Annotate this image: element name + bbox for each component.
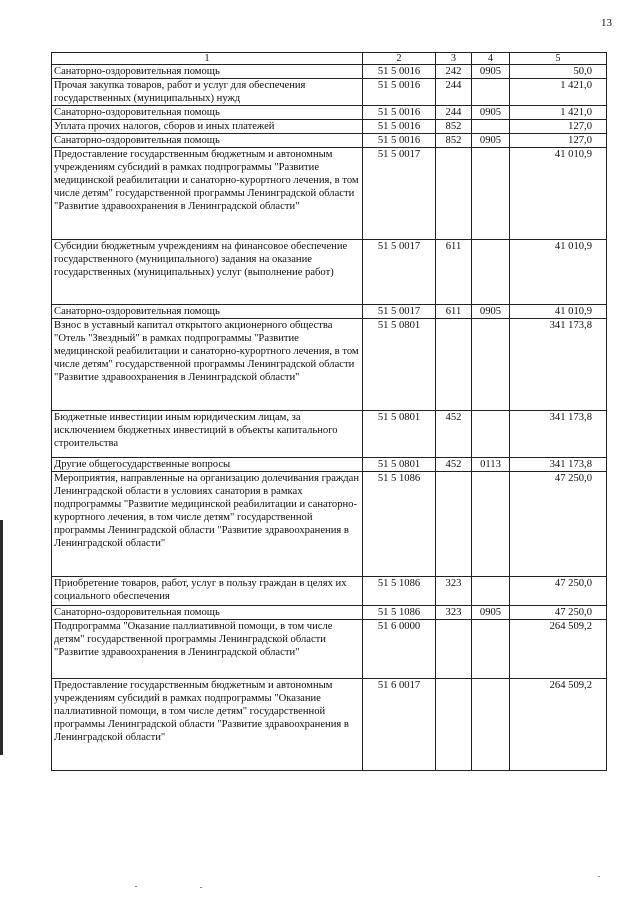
row-vr [436,679,472,771]
row-name: Приобретение товаров, работ, услуг в пользу граждан в целях их социального обеспечения [52,577,363,606]
row-name: Санаторно-оздоровительная помощь [52,606,363,620]
row-section: 0905 [472,65,510,79]
row-section: 0905 [472,305,510,319]
page-number: 13 [601,17,612,29]
row-code: 51 5 0016 [363,134,436,148]
row-vr [436,620,472,679]
row-vr: 452 [436,411,472,458]
row-code: 51 5 0016 [363,65,436,79]
row-code: 51 5 0017 [363,240,436,305]
row-vr: 323 [436,577,472,606]
row-amount: 1 421,0 [510,79,607,106]
budget-table [51,52,607,771]
row-section [472,120,510,134]
row-amount: 47 250,0 [510,577,607,606]
row-name: Санаторно-оздоровительная помощь [52,305,363,319]
row-section [472,79,510,106]
row-code: 51 5 0801 [363,319,436,411]
column-header: 2 [363,53,436,65]
table-row [52,134,607,148]
row-vr [436,148,472,240]
row-vr: 244 [436,79,472,106]
table-row [52,577,607,606]
row-vr [436,472,472,577]
row-name: Санаторно-оздоровительная помощь [52,134,363,148]
table-row [52,411,607,458]
row-vr: 323 [436,606,472,620]
row-code: 51 5 1086 [363,472,436,577]
row-amount: 341 173,8 [510,458,607,472]
table-row [52,240,607,305]
row-code: 51 6 0017 [363,679,436,771]
row-section [472,411,510,458]
table-row [52,319,607,411]
table-row [52,679,607,771]
row-code: 51 5 0016 [363,106,436,120]
row-vr: 244 [436,106,472,120]
row-code: 51 5 0016 [363,120,436,134]
row-code: 51 5 0801 [363,411,436,458]
row-section: 0113 [472,458,510,472]
row-amount: 127,0 [510,134,607,148]
row-amount: 264 509,2 [510,679,607,771]
scan-edge-mark [0,520,3,755]
table-header-row [52,53,607,65]
row-vr: 242 [436,65,472,79]
row-section: 0905 [472,134,510,148]
row-vr: 611 [436,305,472,319]
row-section [472,679,510,771]
row-section [472,148,510,240]
row-amount: 1 421,0 [510,106,607,120]
column-header: 5 [510,53,607,65]
row-vr: 611 [436,240,472,305]
row-name: Субсидии бюджетным учреждениям на финансовое обеспечение государственного (муниципального) задания на оказание государственных (муниципальных) услуг (выполнение работ) [52,240,363,305]
row-code: 51 5 0017 [363,148,436,240]
table-row [52,65,607,79]
row-code: 51 5 0016 [363,79,436,106]
table-row [52,472,607,577]
row-name: Взнос в уставный капитал открытого акционерного общества "Отель "Звездный" в рамках подпрограммы "Развитие медицинской реабилитации и санаторно-курортного лечения, в том числе детям" государственной программы Ленинградской области "Развитие здравоохранения в Ленинградской области" [52,319,363,411]
table-row [52,620,607,679]
row-name: Подпрограмма "Оказание паллиативной помощи, в том числе детям" государственной программы Ленинградской области "Развитие здравоохранения в Ленинградской области" [52,620,363,679]
row-amount: 41 010,9 [510,148,607,240]
row-code: 51 5 1086 [363,606,436,620]
row-amount: 127,0 [510,120,607,134]
row-vr [436,319,472,411]
row-code: 51 5 0801 [363,458,436,472]
row-name: Предоставление государственным бюджетным и автономным учреждениям субсидий в рамках подпрограммы "Оказание паллиативной помощи, в том числе детям" государственной программы Ленинградской области "Развитие здравоохранения в Ленинградской области" [52,679,363,771]
row-amount: 41 010,9 [510,240,607,305]
scan-speck [135,886,137,887]
row-name: Мероприятия, направленные на организацию долечивания граждан Ленинградской области в условиях санатория в рамках подпрограммы "Развитие медицинской реабилитации и санаторно-курортного лечения, в том числе детям" государственной программы Ленинградской области "Развитие здравоохранения в Ленинградской области" [52,472,363,577]
row-name: Бюджетные инвестиции иным юридическим лицам, за исключением бюджетных инвестиций в объекты капитального строительства [52,411,363,458]
column-header: 1 [52,53,363,65]
row-vr: 452 [436,458,472,472]
row-amount: 47 250,0 [510,472,607,577]
row-name: Другие общегосударственные вопросы [52,458,363,472]
table-row [52,79,607,106]
row-amount: 47 250,0 [510,606,607,620]
table-row [52,606,607,620]
table-row [52,148,607,240]
row-name: Санаторно-оздоровительная помощь [52,65,363,79]
row-vr: 852 [436,120,472,134]
row-name: Прочая закупка товаров, работ и услуг для обеспечения государственных (муниципальных) нужд [52,79,363,106]
row-section: 0905 [472,106,510,120]
row-amount: 50,0 [510,65,607,79]
row-amount: 341 173,8 [510,411,607,458]
row-name: Санаторно-оздоровительная помощь [52,106,363,120]
table-row [52,106,607,120]
column-header: 3 [436,53,472,65]
row-vr: 852 [436,134,472,148]
row-section [472,577,510,606]
row-code: 51 6 0000 [363,620,436,679]
row-section [472,240,510,305]
row-name: Уплата прочих налогов, сборов и иных платежей [52,120,363,134]
column-header: 4 [472,53,510,65]
row-section: 0905 [472,606,510,620]
scan-speck [200,887,202,888]
scan-speck [598,876,600,877]
table-row [52,120,607,134]
table-row [52,305,607,319]
row-code: 51 5 0017 [363,305,436,319]
table-row [52,458,607,472]
row-amount: 341 173,8 [510,319,607,411]
row-amount: 264 509,2 [510,620,607,679]
row-code: 51 5 1086 [363,577,436,606]
row-section [472,319,510,411]
row-amount: 41 010,9 [510,305,607,319]
row-section [472,620,510,679]
row-section [472,472,510,577]
row-name: Предоставление государственным бюджетным и автономным учреждениям субсидий в рамках подпрограммы "Развитие медицинской реабилитации и санаторно-курортного лечения, в том числе детям" государственной программы Ленинградской области "Развитие здравоохранения в Ленинградской области" [52,148,363,240]
